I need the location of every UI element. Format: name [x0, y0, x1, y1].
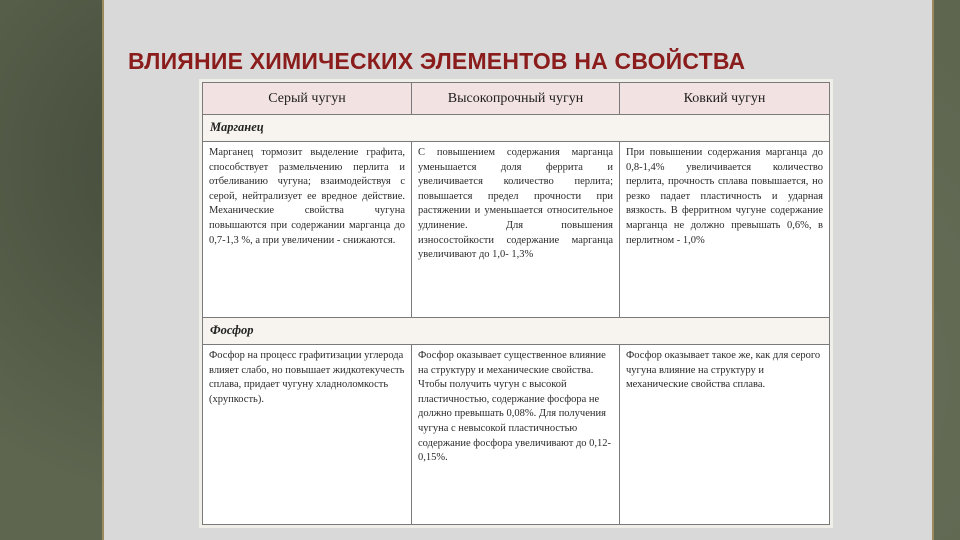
section-header-phosphorus: Фосфор — [203, 318, 829, 345]
table-cell: С повышением содержания марганца уменьшается доля феррита и увеличивается количество перлита; повышается предел прочности при растяжении и уменьшается относительное удлинение. Для повышения износостойкости содержание марганца увеличивают до 1,0- 1,3% — [412, 142, 620, 317]
column-header-high-strength-cast-iron: Высокопрочный чугун — [412, 83, 620, 114]
slide-title: ВЛИЯНИЕ ХИМИЧЕСКИХ ЭЛЕМЕНТОВ НА СВОЙСТВА — [128, 48, 746, 74]
table-cell: Фосфор оказывает существенное влияние на структуру и механические свойства. Чтобы получить чугун с высокой пластичностью, содержание фосфора не должно превышать 0,08%. Для получения чугуна с невысокой пластичностью содержание фосфора увеличивают до 0,12-0,15%. — [412, 345, 620, 524]
table-cell: Фосфор оказывает такое же, как для серого чугуна влияние на структуру и механические свойства сплава. — [626, 350, 821, 391]
table-cell: Фосфор на процесс графитизации углерода влияет слабо, но повышает жидкотекучесть сплава, придает чугуну хладноломкость (хрупкость). — [203, 345, 412, 524]
table-row-manganese — [203, 142, 829, 318]
table-header-row — [203, 83, 829, 115]
slide — [102, 0, 934, 540]
column-header-gray-cast-iron: Серый чугун — [203, 83, 412, 114]
table-cell: При повышении содержания марганца до 0,8-1,4% увеличивается количество перлита, прочность сплава повышается, но резко падает пластичность и ударная вязкость. В ферритном чугуне содержание марганца не должно превышать 0,6%, в перлитном - 1,0% — [626, 147, 823, 246]
section-header-manganese: Марганец — [203, 115, 829, 142]
table-row-phosphorus — [203, 345, 829, 524]
properties-table — [202, 82, 830, 525]
column-header-malleable-cast-iron: Ковкий чугун — [683, 90, 766, 106]
table-cell: Марганец тормозит выделение графита, способствует размельчению перлита и отбеливанию чугуна; взаимодействуя с серой, нейтрализует ее вредное действие. Механические свойства чугуна повышаются при содержании марганца до 0,7-1,3 %, а при увеличении - снижаются. — [203, 142, 412, 317]
